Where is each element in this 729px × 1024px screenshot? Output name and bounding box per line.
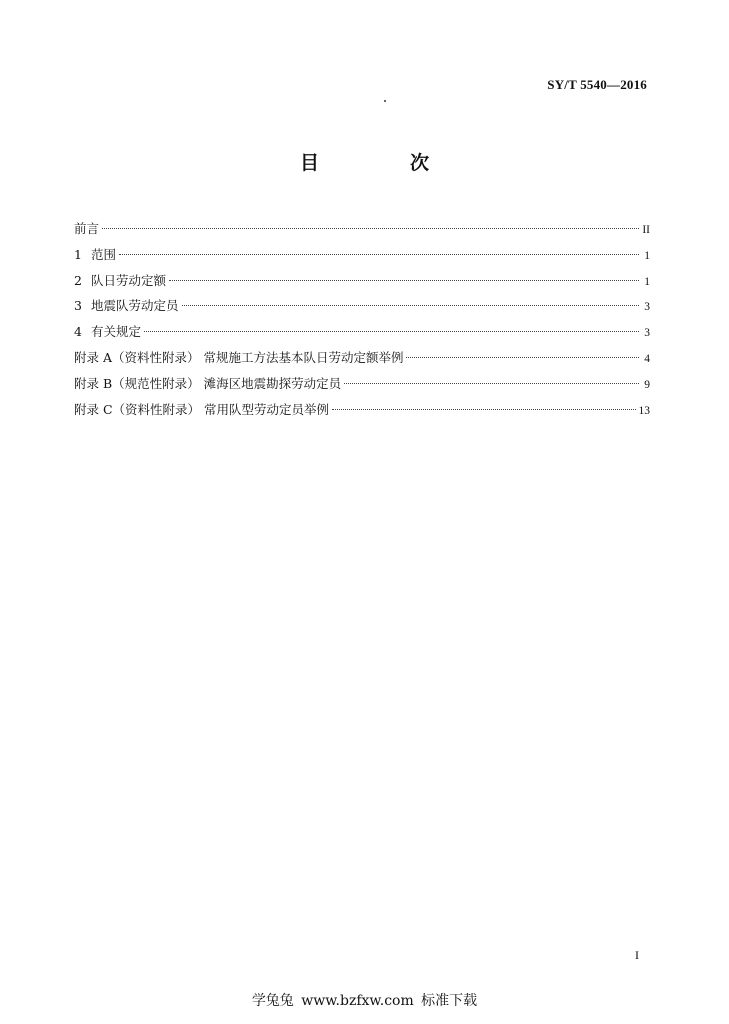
toc-entry-label: 范围 [91, 246, 117, 262]
toc-entry-appendix-c[interactable] [74, 397, 650, 423]
toc-entry-page: 3 [644, 301, 650, 314]
toc-dot-leader [344, 383, 639, 384]
toc-entry-label: 前言 [74, 221, 100, 236]
standard-code: SY/T 5540—2016 [547, 77, 647, 92]
toc-entry-label: 队日劳动定额 [91, 272, 167, 288]
toc-entry-page: 9 [644, 378, 650, 391]
toc-entry-foreword[interactable] [74, 216, 650, 242]
toc-entry-appendix-b[interactable] [74, 371, 650, 397]
toc-dot-leader [119, 254, 639, 255]
toc-entry-label: 附录 A（资料性附录） 常规施工方法基本队日劳动定额举例 [74, 349, 404, 365]
toc-entry-number: 2 [74, 272, 82, 288]
toc-entry-page: 3 [644, 327, 650, 340]
toc-dot-leader [102, 228, 639, 229]
toc-dot-leader [332, 409, 635, 410]
toc-dot-leader [144, 331, 639, 332]
toc-dot-leader [182, 305, 639, 306]
toc-entry-label: 有关规定 [91, 324, 142, 340]
toc-entry-page: 4 [644, 352, 650, 365]
toc-entry-number: 1 [74, 246, 82, 262]
toc-entry-regulations[interactable] [74, 319, 650, 345]
toc-entry-label: 附录 B（规范性附录） 滩海区地震勘探劳动定员 [74, 375, 342, 391]
toc-entry-staffing[interactable] [74, 293, 650, 319]
download-watermark: 学兔兔 www.bzfxw.com 标准下载 [251, 993, 478, 1009]
toc-entry-number: 4 [74, 324, 82, 340]
toc-entry-appendix-a[interactable] [74, 345, 650, 371]
toc-entry-page: 1 [644, 249, 650, 262]
toc-entry-page: 13 [638, 404, 650, 417]
page-number: I [635, 948, 639, 962]
toc-entry-number: 3 [74, 298, 82, 314]
toc-dot-leader [406, 357, 639, 358]
toc-entry-scope[interactable] [74, 242, 650, 268]
page-title: 目 次 [299, 152, 465, 174]
table-of-contents [74, 216, 650, 422]
toc-entry-page: II [642, 224, 650, 236]
scan-dot [384, 100, 386, 102]
toc-entry-page: 1 [644, 275, 650, 288]
toc-entry-label: 地震队劳动定员 [91, 298, 179, 314]
toc-entry-daily-quota[interactable] [74, 268, 650, 294]
toc-entry-label: 附录 C（资料性附录） 常用队型劳动定员举例 [74, 401, 330, 417]
toc-dot-leader [169, 280, 639, 281]
